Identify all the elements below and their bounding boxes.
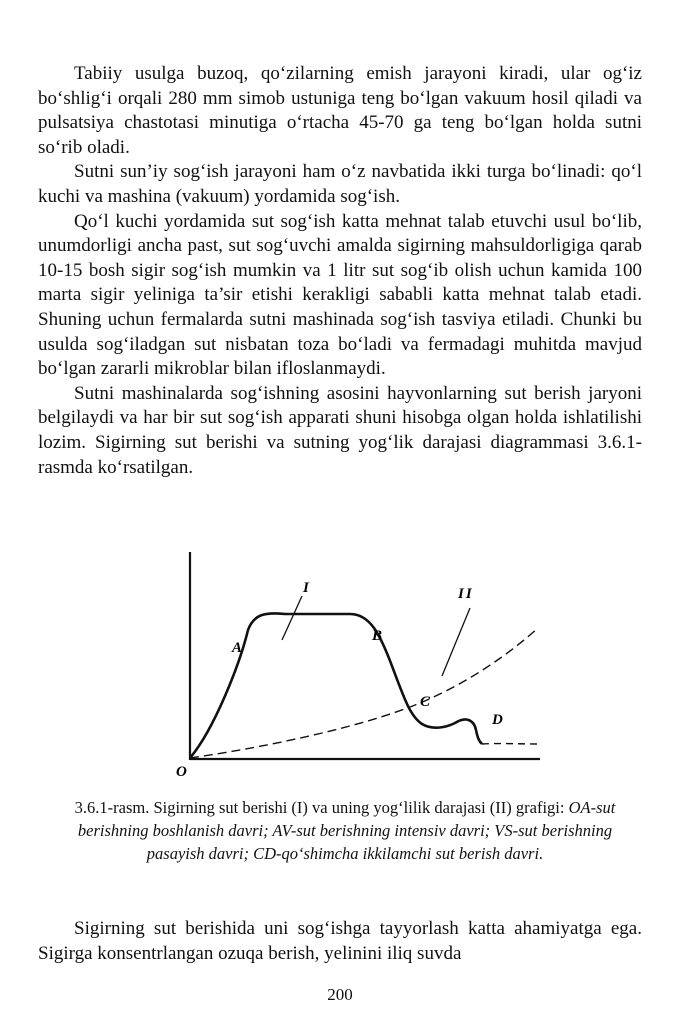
caption-italic: OA-sut berishning boshlanish davri; AV-sut berishning intensiv davri; VS-sut berishning pasayish davri; CD-qo‘shimcha ikkilamchi sut berish davri. — [77, 798, 616, 863]
main-text — [38, 62, 642, 480]
paragraph-3: Qo‘l kuchi yordamida sut sog‘ish katta mehnat talab etuvchi usul bo‘lib, unumdorligi ancha past, sut sog‘uvchi amalda sigirning mahsuldorligiga qarab 10-15 bosh sigir sog‘ish mumkin va 1 litr sut sog‘ib olish uchun kamida 100 marta sigir yeliniga ta’sir etishi kerakligi sababli katta mehnat talab etadi. Shuning uchun fermalarda sutni mashinada sog‘ish tasviya etiladi. Chunki bu usulda sog‘iladgan sut nisbatan toza bo‘ladi va fermadagi muhitda mavjud bo‘lgan zararli mikroblar bilan ifloslanmaydi. — [38, 210, 642, 380]
caption-plain: 3.6.1-rasm. Sigirning sut berishi (I) va uning yog‘lilik darajasi (II) grafigi: — [74, 798, 569, 817]
paragraph-1: Tabiiy usulga buzoq, qo‘zilarning emish jarayoni kiradi, ular og‘iz bo‘shlig‘i orqali 280 mm simob ustuniga teng bo‘lgan vakuum hosil qiladi va pulsatsiya chastotasi minutiga o‘rtacha 45-70 ga teng bo‘lgan holda sutni so‘rib oladi. — [38, 63, 642, 158]
curve-I-milk-yield — [190, 613, 482, 758]
label-B: B — [372, 628, 383, 644]
label-D: D — [492, 712, 503, 728]
milk-yield-diagram — [170, 548, 550, 778]
leader-line-I — [282, 596, 302, 640]
figure-caption — [60, 796, 630, 865]
label-A: A — [232, 640, 243, 656]
label-curve-I: I — [303, 580, 309, 596]
page-number: 200 — [327, 985, 353, 1004]
leader-line-II — [442, 608, 470, 676]
label-C: C — [420, 694, 431, 710]
paragraph-5: Sigirning sut berishida uni sog‘ishga tayyorlash katta ahamiyatga ega. Sigirga konsentrlangan ozuqa berish, yelinini iliq suvda — [38, 918, 642, 964]
paragraph-4: Sutni mashinalarda sog‘ishning asosini hayvonlarning sut berish jaryoni belgilaydi va har bir sut sog‘ish apparati shuni hisobga olgan holda ishlatilishi lozim. Sigirning sut berishi va sutning yog‘lik darajasi diagrammasi 3.6.1-rasmda ko‘rsatilgan. — [38, 382, 642, 478]
paragraph-2: Sutni sun’iy sog‘ish jarayoni ham o‘z navbatida ikki turga bo‘linadi: qo‘l kuchi va mashina (vakuum) yordamida sog‘ish. — [38, 161, 642, 207]
continuation-text — [38, 916, 642, 966]
label-origin: O — [176, 764, 187, 778]
label-curve-II: II — [458, 586, 474, 602]
